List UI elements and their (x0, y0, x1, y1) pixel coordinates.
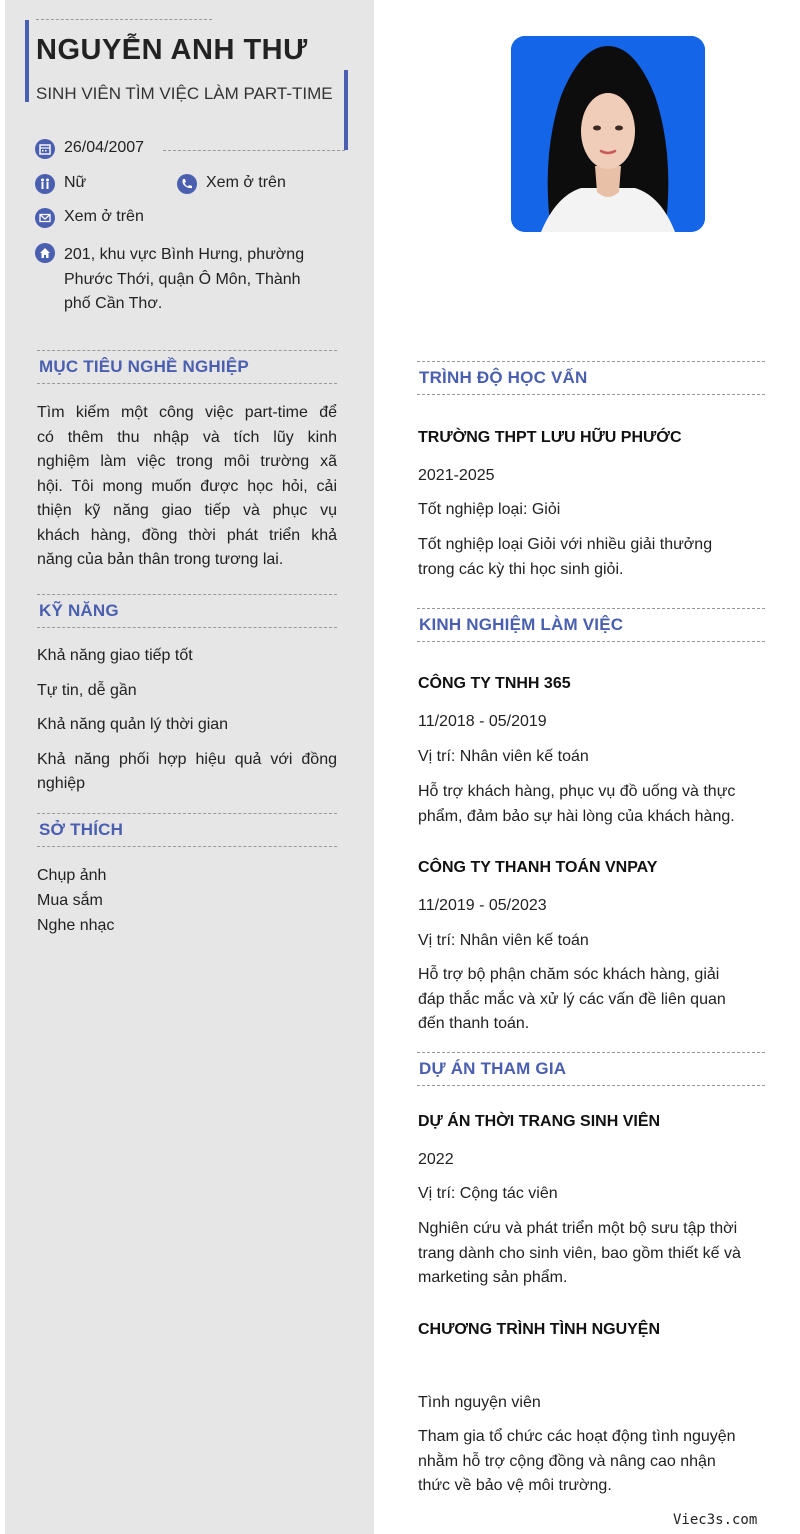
calendar-icon (35, 139, 55, 159)
phone-icon (177, 174, 197, 194)
phone-value: Xem ở trên (206, 174, 286, 191)
skill-item: Tự tin, dễ gần (37, 681, 137, 699)
name-accent-bar (25, 20, 29, 102)
objective-line: thiện kỹ năng giao tiếp và phục vụ (37, 502, 337, 519)
footer-brand: Viec3s.com (673, 1512, 758, 1528)
project-desc-line: Nghiên cứu và phát triển một bộ sưu tập thời (418, 1220, 738, 1237)
education-description (418, 533, 768, 582)
job-period: 11/2019 - 05/2023 (418, 897, 547, 914)
hobby-item: Nghe nhạc (37, 917, 115, 934)
objective-text (37, 401, 337, 573)
hobby-item: Chụp ảnh (37, 867, 107, 884)
education-heading (417, 361, 765, 395)
portrait-illustration (511, 36, 705, 232)
job-period: 11/2018 - 05/2019 (418, 713, 547, 730)
project-desc-line: nhằm hỗ trợ cộng đồng và nâng cao nhận (418, 1452, 716, 1470)
candidate-title: SINH VIÊN TÌM VIỆC LÀM PART-TIME (36, 84, 333, 103)
email-icon (35, 208, 55, 228)
project-description (418, 1217, 768, 1291)
project-name: DỰ ÁN THỜI TRANG SINH VIÊN (418, 1113, 661, 1130)
phone-row (177, 174, 286, 194)
education-grade: Tốt nghiệp loại: Giỏi (418, 501, 561, 518)
objective-heading (37, 350, 337, 384)
experience-heading (417, 608, 765, 642)
project-desc-line: trang dành cho sinh viên, bao gồm thiết kế và (418, 1244, 741, 1262)
profile-photo (511, 36, 705, 232)
skills-list (37, 644, 337, 797)
project-position: Vị trí: Cộng tác viên (418, 1185, 558, 1202)
hobbies-list (37, 863, 337, 938)
address-line: phố Cần Thơ. (64, 295, 163, 312)
job-description (418, 963, 768, 1037)
hobbies-heading (37, 813, 337, 847)
experience-title: KINH NGHIỆM LÀM VIỆC (417, 609, 765, 642)
education-title: TRÌNH ĐỘ HỌC VẤN (417, 362, 765, 395)
education-desc-line: Tốt nghiệp loại Giỏi với nhiều giải thưởng (418, 536, 713, 553)
address-value (64, 243, 304, 317)
objective-line: nghiệm làm việc trong môi trường xã (37, 453, 337, 470)
header-divider (36, 19, 212, 20)
skill-item: nghiệp (37, 775, 86, 792)
job-position: Vị trí: Nhân viên kế toán (418, 932, 589, 949)
candidate-name: NGUYỄN ANH THƯ (36, 34, 308, 66)
skill-item: Khả năng giao tiếp tốt (37, 647, 193, 664)
job-description (418, 780, 768, 829)
project-desc-line: marketing sản phẩm. (418, 1269, 568, 1286)
gender-value: Nữ (64, 174, 87, 191)
education-desc-line: trong các kỳ thi học sinh giỏi. (418, 560, 624, 578)
project-desc-line: Tham gia tổ chức các hoạt động tình nguyện (418, 1428, 736, 1445)
projects-heading (417, 1052, 765, 1086)
school-name: TRƯỜNG THPT LƯU HỮU PHƯỚC (418, 429, 682, 446)
job-desc-line: Hỗ trợ bộ phận chăm sóc khách hàng, giải (418, 966, 720, 983)
objective-line: có thêm thu nhập và tích lũy kinh (37, 428, 337, 446)
project-desc-line: thức về bảo vệ môi trường. (418, 1477, 612, 1494)
skill-item: Khả năng quản lý thời gian (37, 716, 229, 733)
hobbies-title: SỞ THÍCH (37, 814, 337, 847)
hobby-item: Mua sắm (37, 892, 103, 909)
job-company: CÔNG TY TNHH 365 (418, 675, 571, 692)
project-description (418, 1425, 768, 1499)
objective-line: hội. Tôi mong muốn được học hỏi, cải (37, 477, 337, 495)
name-accent-bar-right (344, 70, 348, 150)
address-line: Phước Thới, quận Ô Môn, Thành (64, 270, 301, 288)
skill-item: Khả năng phối hợp hiệu quả với đồng (37, 750, 337, 768)
objective-line: khách hàng, đồng thời phát triển khả (37, 526, 337, 544)
job-desc-line: Hỗ trợ khách hàng, phục vụ đồ uống và thực (418, 783, 736, 800)
gender-row (35, 174, 86, 194)
project-name: CHƯƠNG TRÌNH TÌNH NGUYỆN (418, 1321, 661, 1338)
job-company: CÔNG TY THANH TOÁN VNPAY (418, 859, 658, 876)
email-value: Xem ở trên (64, 208, 144, 225)
objective-line: năng của bản thân trong tương lai. (37, 551, 284, 568)
education-period: 2021-2025 (418, 467, 495, 484)
project-role: Tình nguyện viên (418, 1394, 541, 1411)
skills-heading (37, 594, 337, 628)
address-line: 201, khu vực Bình Hưng, phường (64, 246, 305, 263)
birthdate-value: 26/04/2007 (64, 139, 145, 156)
home-icon (35, 243, 55, 263)
info-divider (163, 150, 345, 151)
projects-title: DỰ ÁN THAM GIA (417, 1053, 765, 1086)
job-desc-line: phẩm, đảm bảo sự hài lòng của khách hàng. (418, 807, 735, 825)
skills-title: KỸ NĂNG (37, 595, 337, 628)
job-position: Vị trí: Nhân viên kế toán (418, 748, 589, 765)
project-year: 2022 (418, 1151, 454, 1168)
birthdate-row (35, 139, 144, 159)
objective-title: MỤC TIÊU NGHỀ NGHIỆP (37, 351, 337, 384)
job-desc-line: đến thanh toán. (418, 1015, 530, 1032)
gender-icon (35, 174, 55, 194)
objective-line: Tìm kiếm một công việc part-time để (37, 404, 337, 421)
email-row (35, 208, 144, 228)
job-desc-line: đáp thắc mắc và xử lý các vấn đề liên quan (418, 990, 726, 1008)
address-row (35, 243, 304, 317)
